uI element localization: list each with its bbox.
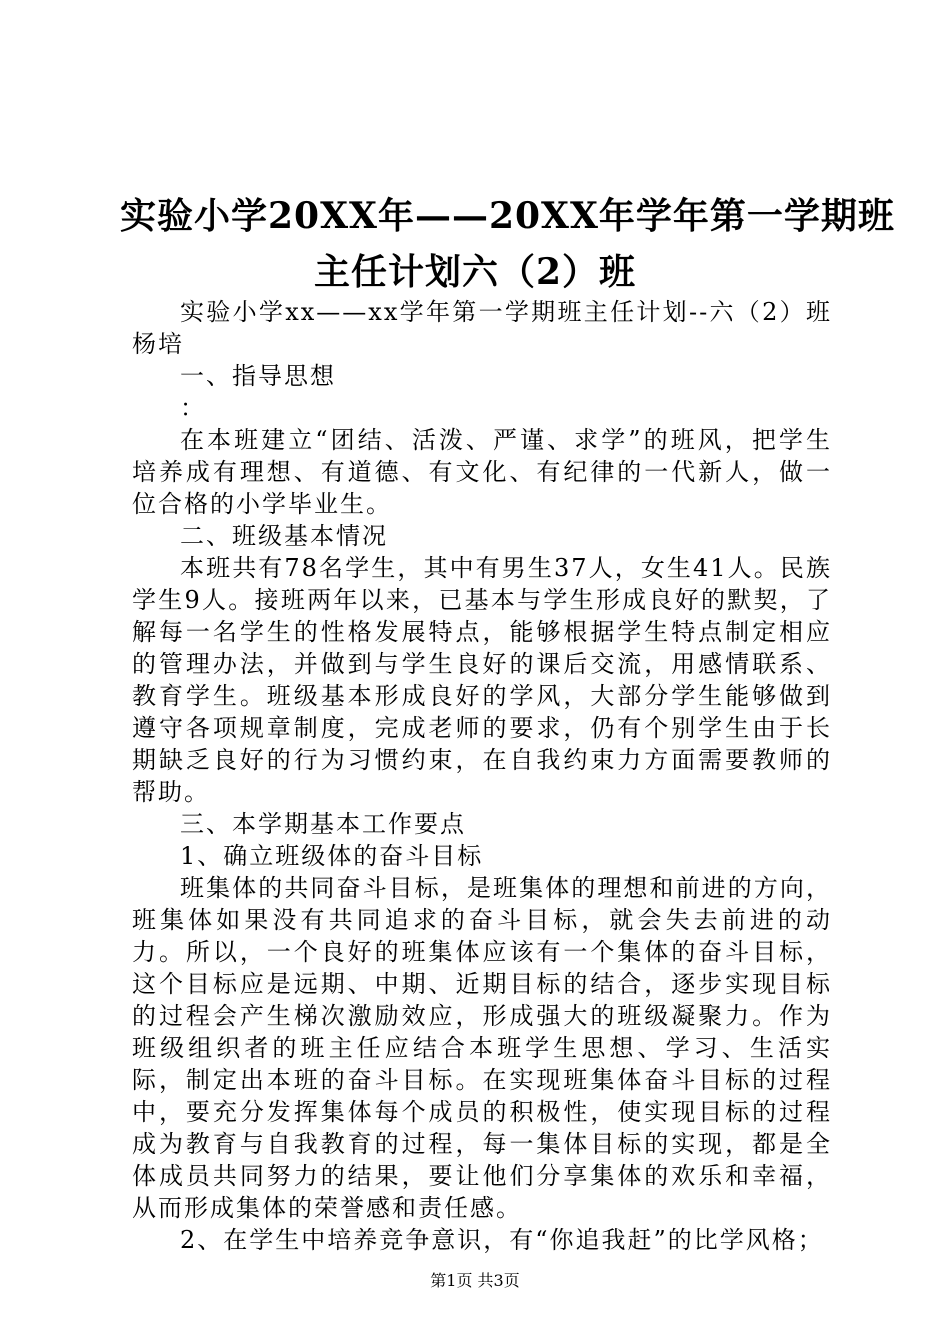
subheading-class-goal: 1、确立班级体的奋斗目标 bbox=[180, 842, 484, 870]
document-title-line-2: 主任计划六（2）班 bbox=[313, 251, 637, 293]
paragraph-class-goal: 班集体的共同奋斗目标，是班集体的理想和前进的方向，班集体如果没有共同追求的奋斗目标，就会失去前进的动力。所以，一个良好的班集体应该有一个集体的奋斗目标，这个目标应是远期、中期、近期目标的结合，逐步实现目标的过程会产生梯次激励效应，形成强大的班级凝聚力。作为班级组织者的班主任应结合本班学生思想、学习、生活实际，制定出本班的奋斗目标。在实现班集体奋斗目标的过程中，要充分发挥集体每个成员的积极性，使实现目标的过程成为教育与自我教育的过程，每一集体目标的实现，都是全体成员共同努力的结果，要让他们分享集体的欢乐和幸福，从而形成集体的荣誉感和责任感。 bbox=[132, 874, 832, 1222]
paragraph-colon: ： bbox=[180, 394, 206, 422]
paragraph-class-situation: 本班共有78名学生，其中有男生37人，女生41人。民族学生9人。接班两年以来，已基本与学生形成良好的默契，了解每一名学生的性格发展特点，能够根据学生特点制定相应的管理办法，并做到与学生良好的课后交流，用感情联系、教育学生。班级基本形成良好的学风，大部分学生能够做到遵守各项规章制度，完成老师的要求，仍有个别学生由于长期缺乏良好的行为习惯约束，在自我约束力方面需要教师的帮助。 bbox=[132, 554, 832, 806]
subheading-competition: 2、在学生中培养竞争意识，有“你追我赶”的比学风格； bbox=[180, 1226, 824, 1254]
page-number-footer: 第1页 共3页 bbox=[430, 1271, 520, 1290]
paragraph-class-spirit: 在本班建立“团结、活泼、严谨、求学”的班风，把学生培养成有理想、有道德、有文化、有纪律的一代新人，做一位合格的小学毕业生。 bbox=[132, 426, 832, 518]
heading-work-points: 三、本学期基本工作要点 bbox=[180, 810, 466, 838]
heading-class-basic-info: 二、班级基本情况 bbox=[180, 522, 388, 550]
document-body bbox=[132, 296, 832, 1256]
document-title-line-1: 实验小学20XX年——20XX年学年第一学期班 bbox=[120, 195, 895, 237]
heading-guiding-ideology: 一、指导思想 bbox=[180, 362, 336, 390]
paragraph-subtitle: 实验小学xx——xx学年第一学期班主任计划--六（2）班杨培 bbox=[132, 298, 832, 358]
